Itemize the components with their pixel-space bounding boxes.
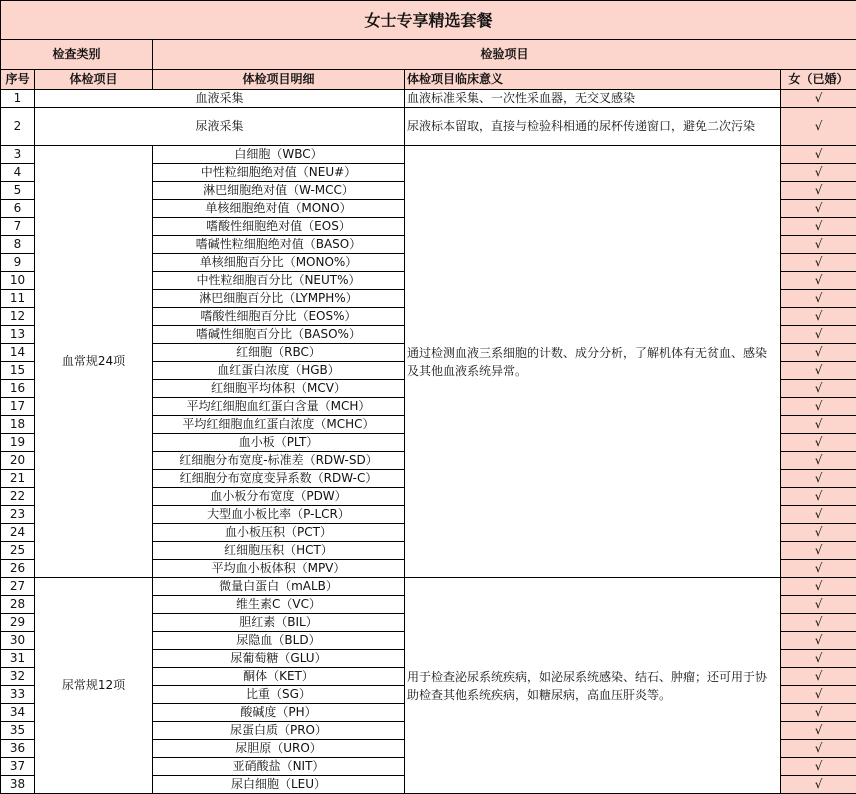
row-detail: 尿液采集 [35,108,405,146]
row-no: 18 [1,416,35,434]
page-title: 女士专享精选套餐 [1,1,856,40]
row-detail: 血液采集 [35,90,405,108]
check-mark: √ [781,776,856,794]
row-no: 24 [1,524,35,542]
check-mark: √ [781,416,856,434]
blood-routine-item: 血常规24项 [35,146,153,578]
row-detail: 尿胆原（URO） [153,740,405,758]
row-no: 3 [1,146,35,164]
check-mark: √ [781,200,856,218]
row-detail: 血小板分布宽度（PDW） [153,488,405,506]
check-mark: √ [781,542,856,560]
check-mark: √ [781,308,856,326]
row-detail: 血小板压积（PCT） [153,524,405,542]
check-mark: √ [781,740,856,758]
category-header: 检查类别 [1,40,153,70]
row-no: 26 [1,560,35,578]
row-detail: 维生素C（VC） [153,596,405,614]
row-no: 28 [1,596,35,614]
row-no: 30 [1,632,35,650]
title-row [1,1,856,40]
row-detail: 单核细胞百分比（MONO%） [153,254,405,272]
row-detail: 白细胞（WBC） [153,146,405,164]
check-mark: √ [781,488,856,506]
table-row [1,578,856,596]
check-mark: √ [781,398,856,416]
row-detail: 红细胞分布宽度变异系数（RDW-C） [153,470,405,488]
check-mark: √ [781,722,856,740]
check-mark: √ [781,524,856,542]
check-mark: √ [781,560,856,578]
row-no: 38 [1,776,35,794]
check-mark: √ [781,108,856,146]
row-detail: 平均血小板体积（MPV） [153,560,405,578]
row-detail: 红细胞（RBC） [153,344,405,362]
check-mark: √ [781,326,856,344]
check-mark: √ [781,146,856,164]
row-no: 35 [1,722,35,740]
row-detail: 尿葡萄糖（GLU） [153,650,405,668]
row-no: 25 [1,542,35,560]
check-mark: √ [781,290,856,308]
check-mark: √ [781,380,856,398]
col-header-detail: 体检项目明细 [153,70,405,90]
col-header-item: 体检项目 [35,70,153,90]
row-detail: 血小板（PLT） [153,434,405,452]
check-mark: √ [781,614,856,632]
row-detail: 酮体（KET） [153,668,405,686]
row-detail: 红细胞平均体积（MCV） [153,380,405,398]
row-detail: 红细胞压积（HCT） [153,542,405,560]
row-meaning: 尿液标本留取，直接与检验科相通的尿杯传递窗口，避免二次污染 [405,108,781,146]
check-mark: √ [781,686,856,704]
row-no: 1 [1,90,35,108]
check-mark: √ [781,650,856,668]
row-no: 21 [1,470,35,488]
row-no: 6 [1,200,35,218]
row-detail: 平均红细胞血红蛋白含量（MCH） [153,398,405,416]
blood-routine-meaning: 通过检测血液三系细胞的计数、成分分析，了解机体有无贫血、感染及其他血液系统异常。 [405,146,781,578]
check-mark: √ [781,632,856,650]
check-mark: √ [781,182,856,200]
row-meaning: 血液标准采集、一次性采血器，无交叉感染 [405,90,781,108]
check-mark: √ [781,362,856,380]
row-no: 10 [1,272,35,290]
row-detail: 酸碱度（PH） [153,704,405,722]
test-header: 检验项目 [153,40,856,70]
check-mark: √ [781,218,856,236]
row-detail: 尿隐血（BLD） [153,632,405,650]
check-mark: √ [781,506,856,524]
row-detail: 胆红素（BIL） [153,614,405,632]
check-mark: √ [781,758,856,776]
row-detail: 血红蛋白浓度（HGB） [153,362,405,380]
col-header-female: 女（已婚） [781,70,856,90]
row-detail: 中性粒细胞百分比（NEUT%） [153,272,405,290]
row-detail: 淋巴细胞绝对值（W-MCC） [153,182,405,200]
col-header-no: 序号 [1,70,35,90]
row-detail: 尿蛋白质（PRO） [153,722,405,740]
row-detail: 中性粒细胞绝对值（NEU#） [153,164,405,182]
row-no: 2 [1,108,35,146]
row-detail: 亚硝酸盐（NIT） [153,758,405,776]
urine-routine-item: 尿常规12项 [35,578,153,794]
check-mark: √ [781,668,856,686]
row-detail: 单核细胞绝对值（MONO） [153,200,405,218]
row-detail: 微量白蛋白（mALB） [153,578,405,596]
row-no: 7 [1,218,35,236]
row-detail: 红细胞分布宽度-标准差（RDW-SD） [153,452,405,470]
row-no: 20 [1,452,35,470]
urine-routine-meaning: 用于检查泌尿系统疾病，如泌尿系统感染、结石、肿瘤；还可用于协助检查其他系统疾病，如糖尿病，高血压肝炎等。 [405,578,781,794]
row-detail: 嗜酸性细胞百分比（EOS%） [153,308,405,326]
check-mark: √ [781,254,856,272]
row-detail: 淋巴细胞百分比（LYMPH%） [153,290,405,308]
check-mark: √ [781,452,856,470]
row-detail: 尿白细胞（LEU） [153,776,405,794]
category-row [1,40,856,70]
row-no: 9 [1,254,35,272]
check-mark: √ [781,578,856,596]
table-row [1,90,856,108]
row-no: 27 [1,578,35,596]
check-mark: √ [781,470,856,488]
row-detail: 平均红细胞血红蛋白浓度（MCHC） [153,416,405,434]
row-no: 19 [1,434,35,452]
row-detail: 嗜酸性细胞绝对值（EOS） [153,218,405,236]
row-no: 34 [1,704,35,722]
check-mark: √ [781,344,856,362]
table-row [1,146,856,164]
column-header-row [1,70,856,90]
row-no: 11 [1,290,35,308]
row-no: 37 [1,758,35,776]
check-mark: √ [781,704,856,722]
table-row [1,108,856,146]
check-mark: √ [781,596,856,614]
check-mark: √ [781,164,856,182]
row-no: 29 [1,614,35,632]
row-no: 33 [1,686,35,704]
row-no: 5 [1,182,35,200]
row-no: 31 [1,650,35,668]
row-no: 16 [1,380,35,398]
row-no: 12 [1,308,35,326]
check-mark: √ [781,272,856,290]
check-mark: √ [781,90,856,108]
row-no: 14 [1,344,35,362]
check-mark: √ [781,434,856,452]
row-detail: 大型血小板比率（P-LCR） [153,506,405,524]
row-no: 17 [1,398,35,416]
row-no: 23 [1,506,35,524]
row-no: 32 [1,668,35,686]
row-no: 13 [1,326,35,344]
row-no: 36 [1,740,35,758]
row-detail: 嗜碱性细胞百分比（BASO%） [153,326,405,344]
row-detail: 嗜碱性粒细胞绝对值（BASO） [153,236,405,254]
col-header-meaning: 体检项目临床意义 [405,70,781,90]
row-no: 22 [1,488,35,506]
row-no: 8 [1,236,35,254]
row-detail: 比重（SG） [153,686,405,704]
row-no: 15 [1,362,35,380]
row-no: 4 [1,164,35,182]
check-mark: √ [781,236,856,254]
